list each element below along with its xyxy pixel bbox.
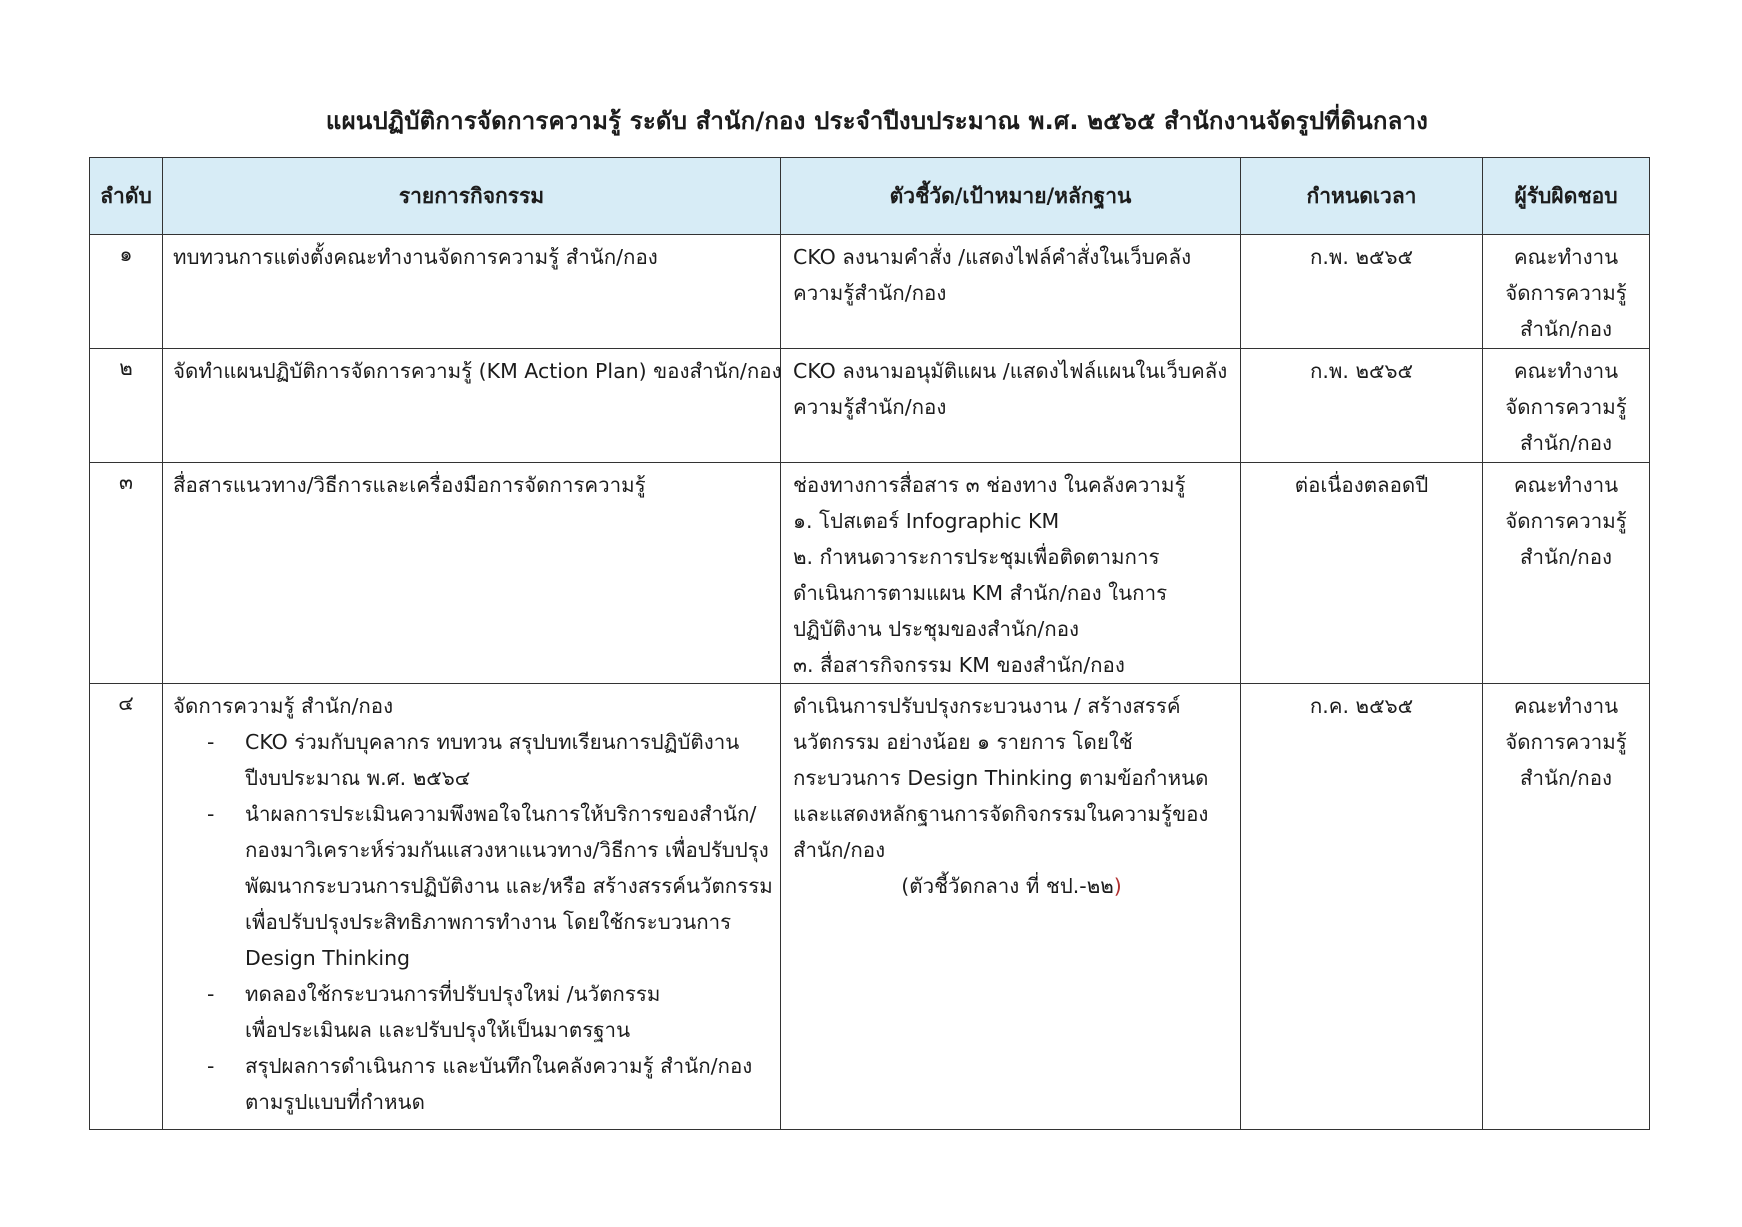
owner-line: คณะทำงาน <box>1513 473 1619 497</box>
row-seq: ๔ <box>90 684 163 1130</box>
row-indicator-cell <box>781 349 1241 463</box>
row-timeline: ก.ค. ๒๕๖๕ <box>1241 684 1483 1130</box>
row-owner-cell <box>1483 463 1650 684</box>
header-owner: ผู้รับผิดชอบ <box>1483 158 1650 235</box>
page-title: แผนปฏิบัติการจัดการความรู้ ระดับ สำนัก/กอง ประจำปีงบประมาณ พ.ศ. ๒๕๖๕ สำนักงานจัดรูปที่ดินกลาง <box>325 107 1429 135</box>
row-activity: จัดทำแผนปฏิบัติการจัดการความรู้ (KM Action Plan) ของสำนัก/กอง <box>173 359 782 383</box>
subitem-line: - ทดลองใช้กระบวนการที่ปรับปรุงใหม่ /นวัตกรรม <box>245 982 661 1006</box>
owner-line: จัดการความรู้ <box>1505 395 1627 419</box>
subitem-line: - สรุปผลการดำเนินการ และบันทึกในคลังความรู้ สำนัก/กอง <box>245 1054 753 1078</box>
row-activity: ทบทวนการแต่งตั้งคณะทำงานจัดการความรู้ สำนัก/กอง <box>173 245 658 269</box>
owner-line: คณะทำงาน <box>1513 359 1619 383</box>
row-seq: ๒ <box>90 349 163 463</box>
row-owner-cell <box>1483 349 1650 463</box>
row-activity: สื่อสารแนวทาง/วิธีการและเครื่องมือการจัดการความรู้ <box>173 473 646 497</box>
table-row <box>90 235 1650 349</box>
indicator-line: นวัตกรรม อย่างน้อย ๑ รายการ โดยใช้ <box>793 730 1133 754</box>
indicator-line: กระบวนการ Design Thinking ตามข้อกำหนด <box>793 766 1209 790</box>
row-timeline: ต่อเนื่องตลอดปี <box>1241 463 1483 684</box>
row-activity-cell <box>163 235 781 349</box>
header-timeline: กำหนดเวลา <box>1241 158 1483 235</box>
row-owner-cell <box>1483 235 1650 349</box>
subitem-line: ตามรูปแบบที่กำหนด <box>245 1090 425 1114</box>
indicator-line: และแสดงหลักฐานการจัดกิจกรรมในความรู้ของ <box>793 802 1209 826</box>
indicator-line: ความรู้สำนัก/กอง <box>793 281 947 305</box>
owner-line: สำนัก/กอง <box>1519 431 1613 455</box>
table-row <box>90 349 1650 463</box>
activity-subitem <box>207 976 772 1048</box>
row-indicator-cell <box>781 684 1241 1130</box>
row-timeline: ก.พ. ๒๕๖๕ <box>1241 235 1483 349</box>
indicator-line: ๑. โปสเตอร์ Infographic KM <box>793 509 1060 533</box>
indicator-line: ดำเนินการปรับปรุงกระบวนงาน / สร้างสรรค์ <box>793 694 1181 718</box>
subitem-line: กองมาวิเคราะห์ร่วมกันแสวงหาแนวทาง/วิธีการ เพื่อปรับปรุง <box>245 838 769 862</box>
indicator-line: ๓. สื่อสารกิจกรรม KM ของสำนัก/กอง <box>793 653 1125 677</box>
subitem-line: - นำผลการประเมินความพึงพอใจในการให้บริการของสำนัก/ <box>245 802 757 826</box>
indicator-line: ความรู้สำนัก/กอง <box>793 395 947 419</box>
owner-line: สำนัก/กอง <box>1519 545 1613 569</box>
activity-subitem <box>207 724 772 796</box>
subitem-line: - CKO ร่วมกับบุคลากร ทบทวน สรุปบทเรียนการปฏิบัติงาน <box>245 730 740 754</box>
indicator-note-close: ) <box>1113 874 1122 898</box>
owner-line: สำนัก/กอง <box>1519 317 1613 341</box>
indicator-line: CKO ลงนามคำสั่ง /แสดงไฟล์คำสั่งในเว็บคลัง <box>793 245 1192 269</box>
indicator-note-text: (ตัวชี้วัดกลาง ที่ ชป.-๒๒ <box>901 874 1114 898</box>
indicator-line: ๒. กำหนดวาระการประชุมเพื่อติดตามการ <box>793 545 1160 569</box>
row-activity-cell <box>163 684 781 1130</box>
row-indicator-cell <box>781 463 1241 684</box>
subitem-line: ปีงบประมาณ พ.ศ. ๒๕๖๔ <box>245 766 471 790</box>
indicator-note <box>793 868 1230 904</box>
owner-line: คณะทำงาน <box>1513 245 1619 269</box>
row-seq: ๑ <box>90 235 163 349</box>
row-seq: ๓ <box>90 463 163 684</box>
row-owner-cell <box>1483 684 1650 1130</box>
owner-line: จัดการความรู้ <box>1505 509 1627 533</box>
activity-subitem <box>207 796 772 976</box>
owner-line: คณะทำงาน <box>1513 694 1619 718</box>
header-seq: ลำดับ <box>90 158 163 235</box>
activity-subitem <box>207 1048 772 1120</box>
table-header-row <box>90 158 1650 235</box>
owner-line: จัดการความรู้ <box>1505 730 1627 754</box>
row-activity-cell <box>163 349 781 463</box>
subitem-line: เพื่อปรับปรุงประสิทธิภาพการทำงาน โดยใช้กระบวนการ <box>245 910 732 934</box>
indicator-line: ช่องทางการสื่อสาร ๓ ช่องทาง ในคลังความรู้ <box>793 473 1186 497</box>
header-indicator: ตัวชี้วัด/เป้าหมาย/หลักฐาน <box>781 158 1241 235</box>
row-activity-cell <box>163 463 781 684</box>
subitem-line: พัฒนากระบวนการปฏิบัติงาน และ/หรือ สร้างสรรค์นวัตกรรม <box>245 874 773 898</box>
owner-line: จัดการความรู้ <box>1505 281 1627 305</box>
indicator-line: CKO ลงนามอนุมัติแผน /แสดงไฟล์แผนในเว็บคลัง <box>793 359 1228 383</box>
indicator-line: ปฏิบัติงาน ประชุมของสำนัก/กอง <box>793 617 1080 641</box>
owner-line: สำนัก/กอง <box>1519 766 1613 790</box>
activity-sublist <box>173 724 772 1120</box>
row-timeline: ก.พ. ๒๕๖๕ <box>1241 349 1483 463</box>
indicator-line: ดำเนินการตามแผน KM สำนัก/กอง ในการ <box>793 581 1168 605</box>
row-indicator-cell <box>781 235 1241 349</box>
table-row <box>90 463 1650 684</box>
header-activity: รายการกิจกรรม <box>163 158 781 235</box>
indicator-line: สำนัก/กอง <box>793 838 886 862</box>
row-activity: จัดการความรู้ สำนัก/กอง <box>173 694 394 718</box>
subitem-line: เพื่อประเมินผล และปรับปรุงให้เป็นมาตรฐาน <box>245 1018 631 1042</box>
subitem-line: Design Thinking <box>245 946 411 970</box>
table-row <box>90 684 1650 1130</box>
km-action-plan-table <box>89 157 1650 1130</box>
